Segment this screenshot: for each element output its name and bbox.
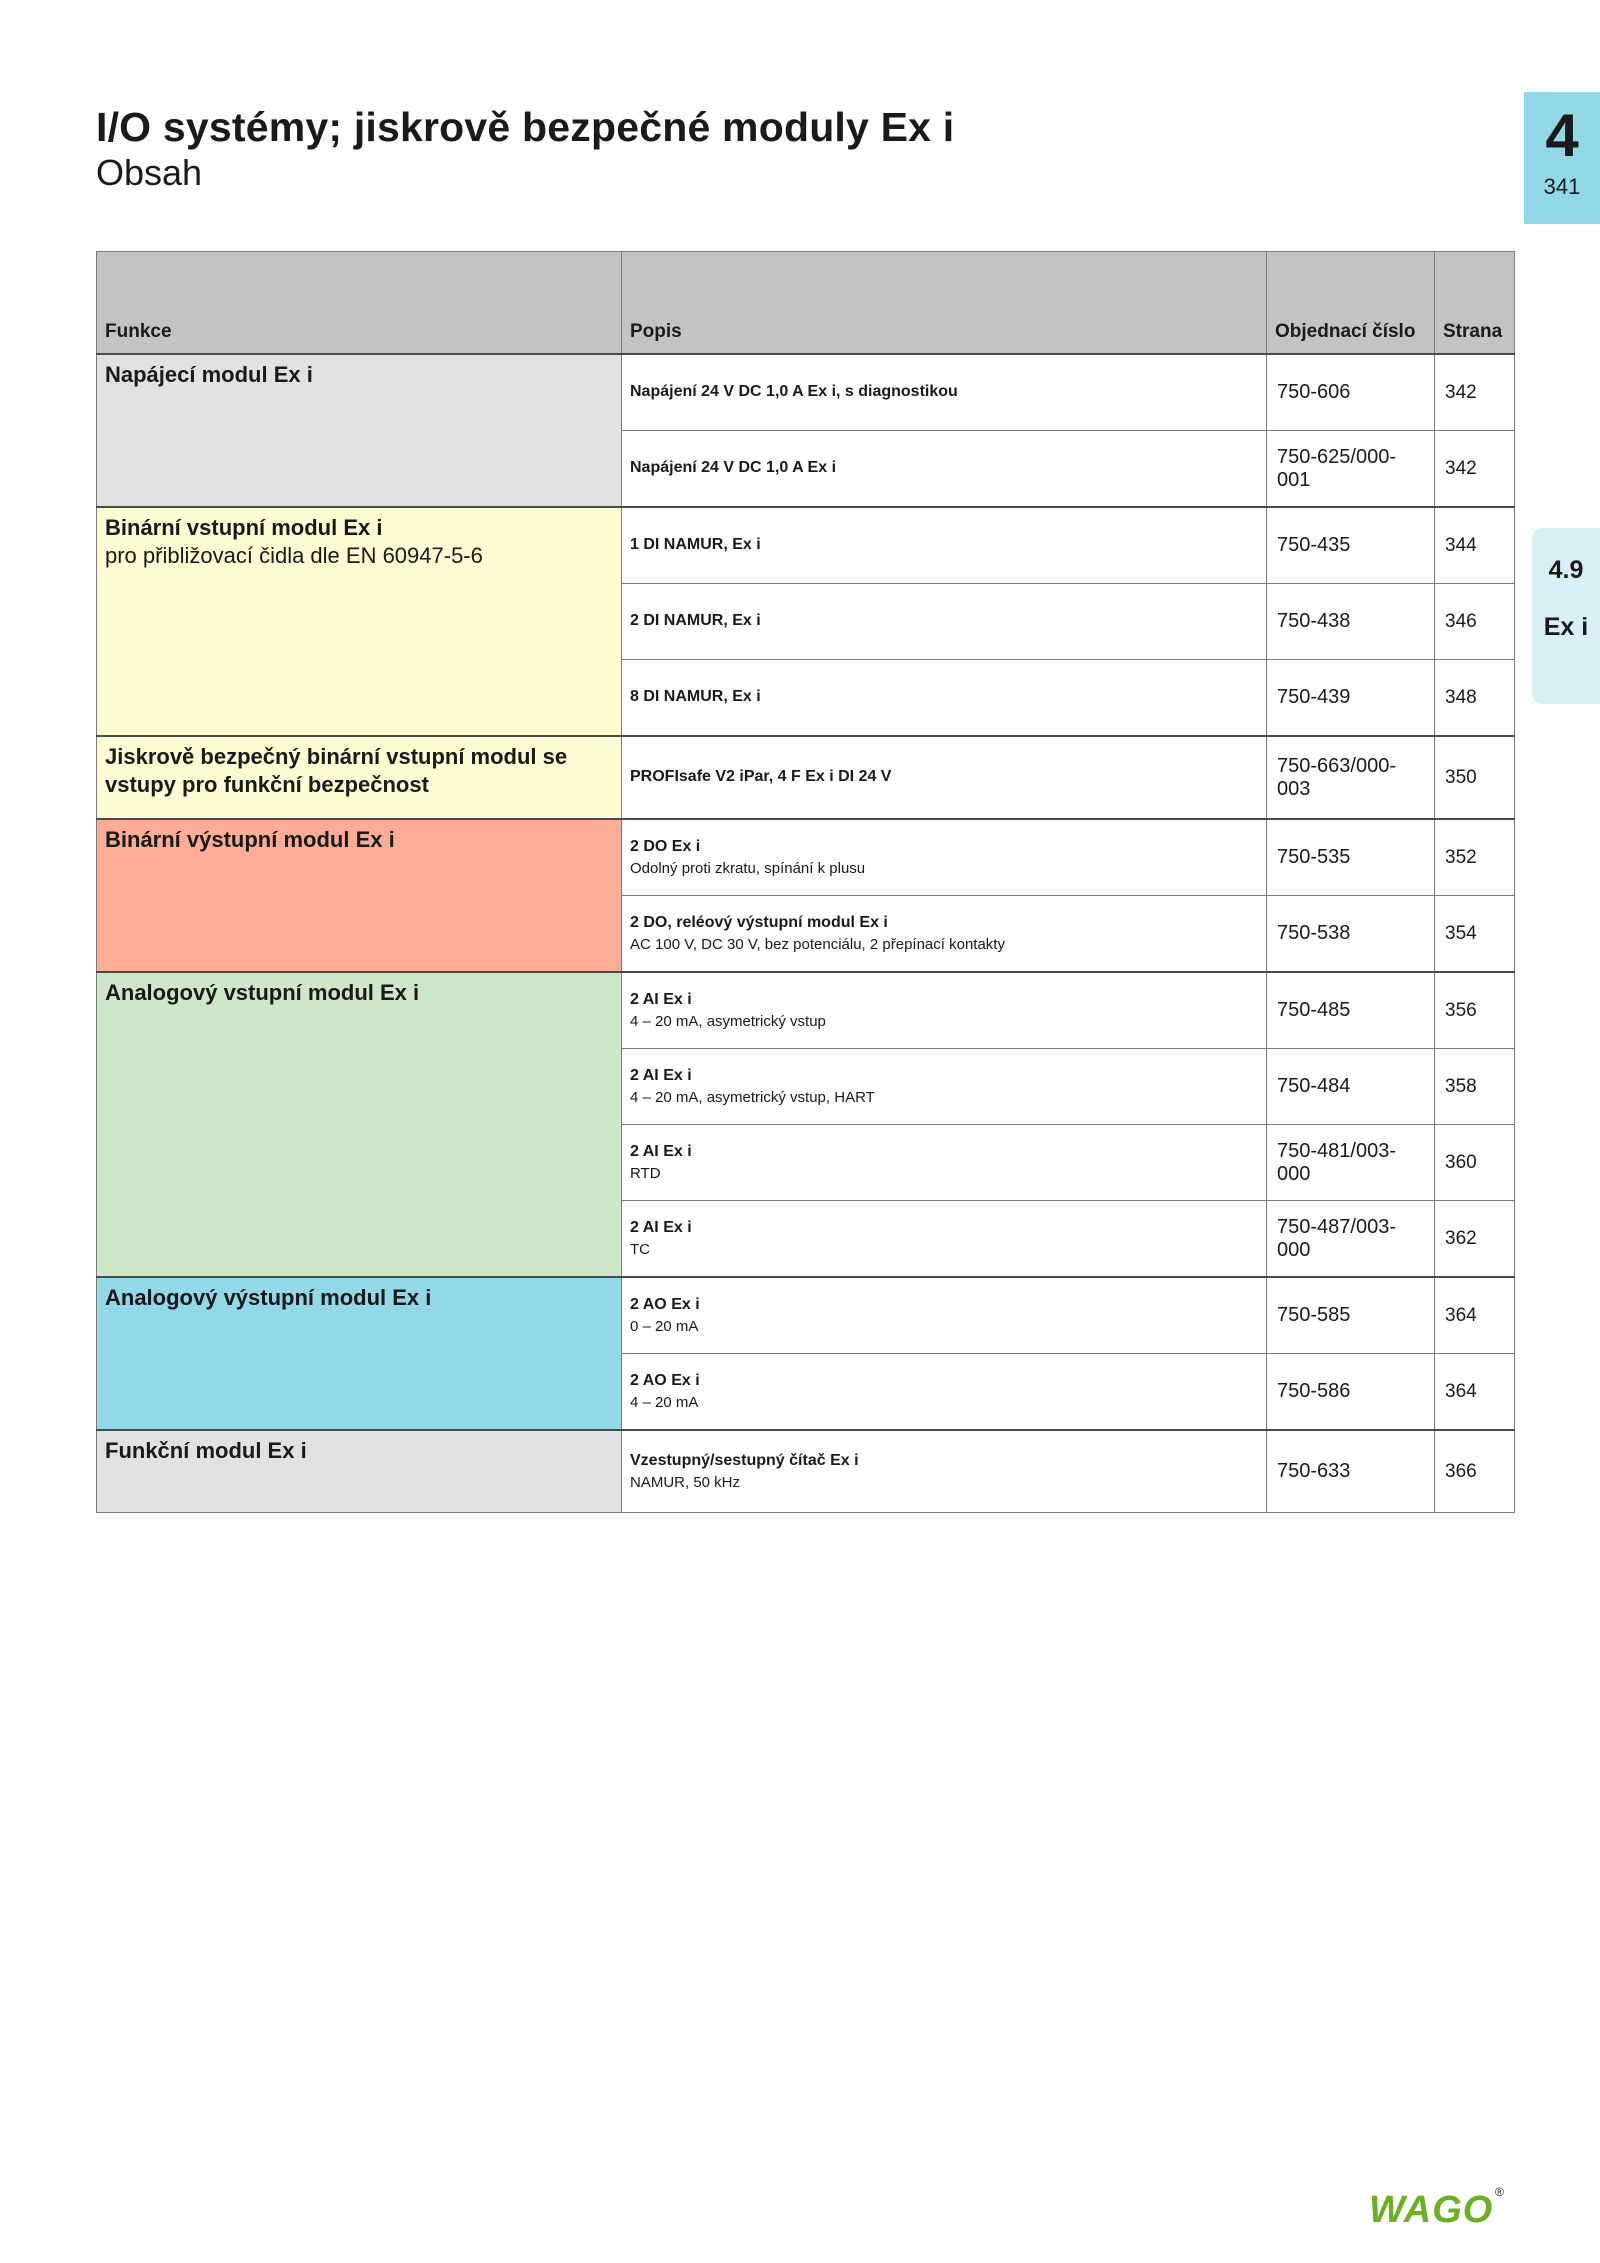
table-row bbox=[97, 354, 1515, 431]
function-title: Napájecí modul Ex i bbox=[105, 362, 313, 387]
order-number-cell: 750-633 bbox=[1267, 1430, 1435, 1513]
section-number: 4.9 bbox=[1548, 556, 1584, 584]
order-number-cell: 750-438 bbox=[1267, 584, 1435, 660]
table-row bbox=[97, 736, 1515, 819]
description-title: 2 DO Ex i bbox=[630, 837, 701, 855]
description-cell bbox=[622, 1201, 1267, 1278]
function-cell bbox=[97, 819, 622, 972]
description-cell bbox=[622, 660, 1267, 737]
description-cell bbox=[622, 896, 1267, 973]
description-title: Napájení 24 V DC 1,0 A Ex i, s diagnostikou bbox=[630, 383, 958, 401]
function-cell bbox=[97, 354, 622, 507]
description-cell bbox=[622, 1277, 1267, 1354]
function-title: Binární výstupní modul Ex i bbox=[105, 827, 395, 852]
order-number-cell: 750-481/003-000 bbox=[1267, 1125, 1435, 1201]
order-number-cell: 750-585 bbox=[1267, 1277, 1435, 1354]
description-detail: 4 – 20 mA, asymetrický vstup, HART bbox=[630, 1089, 875, 1107]
description-detail: TC bbox=[630, 1241, 650, 1259]
function-cell bbox=[97, 507, 622, 736]
page-number: 341 bbox=[1543, 174, 1581, 199]
page-cell[interactable]: 348 bbox=[1435, 660, 1515, 737]
order-number-cell: 750-487/003-000 bbox=[1267, 1201, 1435, 1278]
page-cell[interactable]: 352 bbox=[1435, 819, 1515, 896]
description-cell bbox=[622, 431, 1267, 508]
function-title: Analogový výstupní modul Ex i bbox=[105, 1285, 432, 1310]
contents-table bbox=[96, 251, 1515, 1513]
description-cell bbox=[622, 354, 1267, 431]
description-cell bbox=[622, 507, 1267, 584]
description-title: 8 DI NAMUR, Ex i bbox=[630, 688, 761, 706]
table-row bbox=[97, 972, 1515, 1049]
table-row bbox=[97, 507, 1515, 584]
description-detail: 4 – 20 mA bbox=[630, 1394, 699, 1412]
page-cell[interactable]: 342 bbox=[1435, 354, 1515, 431]
function-title: Analogový vstupní modul Ex i bbox=[105, 980, 420, 1005]
page-cell[interactable]: 358 bbox=[1435, 1049, 1515, 1125]
page-cell[interactable]: 364 bbox=[1435, 1277, 1515, 1354]
logo-text: WAGO bbox=[1369, 2189, 1494, 2230]
description-detail: 0 – 20 mA bbox=[630, 1318, 699, 1336]
description-title: 2 AI Ex i bbox=[630, 1218, 692, 1236]
table-body bbox=[97, 354, 1515, 1513]
page-title: I/O systémy; jiskrově bezpečné moduly Ex i bbox=[96, 104, 955, 150]
description-cell bbox=[622, 584, 1267, 660]
description-cell bbox=[622, 1049, 1267, 1125]
svg-text:®: ® bbox=[1495, 2185, 1504, 2199]
order-number-cell: 750-663/000-003 bbox=[1267, 736, 1435, 819]
page-cell[interactable]: 360 bbox=[1435, 1125, 1515, 1201]
description-detail: AC 100 V, DC 30 V, bez potenciálu, 2 přepínací kontakty bbox=[630, 936, 1005, 954]
description-title: Vzestupný/sestupný čítač Ex i bbox=[630, 1451, 859, 1469]
description-cell bbox=[622, 1430, 1267, 1513]
page-cell[interactable]: 362 bbox=[1435, 1201, 1515, 1278]
order-number-cell: 750-439 bbox=[1267, 660, 1435, 737]
description-title: 2 DI NAMUR, Ex i bbox=[630, 612, 761, 630]
description-title: 2 AO Ex i bbox=[630, 1371, 700, 1389]
wago-logo bbox=[1367, 2182, 1507, 2230]
description-detail: NAMUR, 50 kHz bbox=[630, 1474, 741, 1492]
description-detail: 4 – 20 mA, asymetrický vstup bbox=[630, 1013, 826, 1031]
order-number-cell: 750-484 bbox=[1267, 1049, 1435, 1125]
page-cell[interactable]: 350 bbox=[1435, 736, 1515, 819]
header-order-number: Objednací číslo bbox=[1267, 252, 1435, 355]
function-cell bbox=[97, 736, 622, 819]
description-title: 2 DO, reléový výstupní modul Ex i bbox=[630, 913, 888, 931]
description-title: 2 AI Ex i bbox=[630, 1142, 692, 1160]
description-cell bbox=[622, 1125, 1267, 1201]
chapter-tab bbox=[1524, 92, 1600, 224]
order-number-cell: 750-625/000-001 bbox=[1267, 431, 1435, 508]
function-subtitle: pro přibližovací čidla dle EN 60947-5-6 bbox=[105, 543, 483, 569]
function-title: Jiskrově bezpečný binární vstupní modul se vstupy pro funkční bezpečnost bbox=[105, 744, 568, 798]
description-title: 2 AI Ex i bbox=[630, 1066, 692, 1084]
order-number-cell: 750-485 bbox=[1267, 972, 1435, 1049]
order-number-cell: 750-535 bbox=[1267, 819, 1435, 896]
description-title: Napájení 24 V DC 1,0 A Ex i bbox=[630, 459, 837, 477]
function-title: Binární vstupní modul Ex i bbox=[105, 515, 383, 540]
order-number-cell: 750-606 bbox=[1267, 354, 1435, 431]
page-subtitle: Obsah bbox=[96, 152, 203, 193]
function-cell bbox=[97, 972, 622, 1277]
chapter-number: 4 bbox=[1545, 102, 1579, 169]
description-title: PROFIsafe V2 iPar, 4 F Ex i DI 24 V bbox=[630, 768, 892, 786]
page-cell[interactable]: 364 bbox=[1435, 1354, 1515, 1431]
section-name: Ex i bbox=[1543, 613, 1589, 641]
order-number-cell: 750-538 bbox=[1267, 896, 1435, 973]
description-cell bbox=[622, 736, 1267, 819]
description-detail: Odolný proti zkratu, spínání k plusu bbox=[630, 860, 866, 878]
order-number-cell: 750-435 bbox=[1267, 507, 1435, 584]
function-title: Funkční modul Ex i bbox=[105, 1438, 307, 1463]
page-cell[interactable]: 366 bbox=[1435, 1430, 1515, 1513]
page-cell[interactable]: 356 bbox=[1435, 972, 1515, 1049]
header-function: Funkce bbox=[97, 252, 622, 355]
order-number-cell: 750-586 bbox=[1267, 1354, 1435, 1431]
description-cell bbox=[622, 819, 1267, 896]
description-detail: RTD bbox=[630, 1165, 661, 1183]
header-page: Strana bbox=[1435, 252, 1515, 355]
header-description: Popis bbox=[622, 252, 1267, 355]
section-tab[interactable] bbox=[1532, 528, 1600, 704]
description-title: 2 AI Ex i bbox=[630, 990, 692, 1008]
table-row bbox=[97, 819, 1515, 896]
page-cell[interactable]: 354 bbox=[1435, 896, 1515, 973]
page-cell[interactable]: 344 bbox=[1435, 507, 1515, 584]
function-cell bbox=[97, 1430, 622, 1513]
page-cell[interactable]: 346 bbox=[1435, 584, 1515, 660]
function-cell bbox=[97, 1277, 622, 1430]
description-cell bbox=[622, 972, 1267, 1049]
description-title: 2 AO Ex i bbox=[630, 1295, 700, 1313]
table-row bbox=[97, 1430, 1515, 1513]
description-cell bbox=[622, 1354, 1267, 1431]
table-row bbox=[97, 1277, 1515, 1354]
description-title: 1 DI NAMUR, Ex i bbox=[630, 536, 761, 554]
page-cell[interactable]: 342 bbox=[1435, 431, 1515, 508]
table-header-row bbox=[97, 252, 1515, 355]
